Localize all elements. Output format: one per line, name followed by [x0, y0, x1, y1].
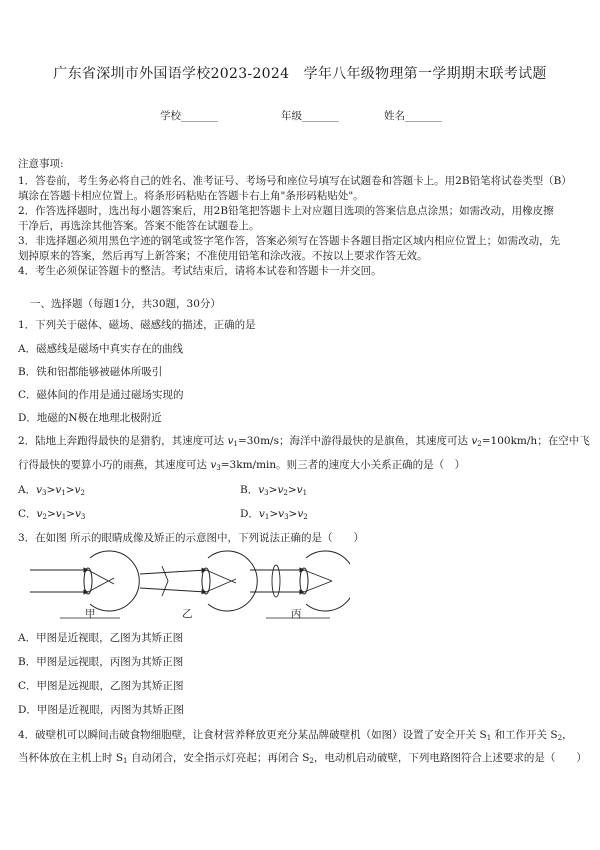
question-3-stem: 3．在如图 所示的眼睛成像及矫正的示意图中，下列说法正确的是（ ） [18, 532, 365, 544]
figure-label-jia: 甲 [85, 608, 96, 620]
eye-figure-yi [140, 551, 257, 611]
notice-line: 填涂在答题卡相应位置上。将条形码粘贴在答题卡右上角"条形码粘贴处"。 [18, 190, 364, 202]
figure-label-yi: 乙 [182, 608, 193, 620]
name-field: 姓名_______ [384, 110, 442, 122]
question-2-option-c: C．$v_2>v_1>v_3$ [18, 508, 86, 521]
question-2-option-a: A．$v_3>v_1>v_2$ [18, 484, 85, 497]
notice-line: 划掉原来的答案，然后再写上新答案；不准使用铅笔和涂改液。不按以上要求作答无效。 [18, 250, 428, 262]
question-2-line-2: 行得最快的要算小巧的雨燕，其速度可达 $v_3=3km/\min$。则三者的速度大小关系正确的是（ ） [18, 459, 466, 472]
question-4-line-2: 当杯体放在主机上时 $S_1$ 自动闭合，安全指示灯亮起；再闭合 $S_2$，电动机启动破壁，下列电路图符合上述要求的是（ ） [18, 752, 587, 765]
notice-line: 3．非选择题必须用黑色字迹的钢笔或签字笔作答，答案必须写在答题卡各题目指定区域内相应位置上；如需改动，先 [18, 235, 561, 247]
question-4-line-1: 4．破壁机可以瞬间击破食物细胞壁，让食材营养释放更充分某品牌破壁机（如图）设置了安全开关 $S_1$ 和工作开关 $S_2$， [18, 729, 573, 742]
question-3-option-c: C．甲图是远视眼，乙图为其矫正图 [18, 680, 184, 692]
question-1-option-a: A．磁感线是磁场中真实存在的曲线 [18, 343, 184, 355]
question-1-option-c: C．磁体间的作用是通过磁场实现的 [18, 389, 184, 401]
question-1-option-d: D．地磁的N极在地理北极附近 [18, 412, 162, 424]
notice-heading: 注意事项: [18, 158, 64, 170]
question-1-stem: 1．下列关于磁体、磁场、磁感线的描述，正确的是 [18, 319, 256, 331]
question-2-option-b: B．$v_3>v_2>v_1$ [240, 484, 308, 497]
section-heading: 一、选择题（每题1分，共30题，30分） [30, 298, 221, 310]
question-3-option-d: D．甲图是近视眼，丙图为其矫正图 [18, 704, 184, 716]
question-3-option-b: B．甲图是远视眼，丙图为其矫正图 [18, 656, 184, 668]
notice-line: 4．考生必须保证答题卡的整洁。考试结束后，请将本试卷和答题卡一并交回。 [18, 265, 382, 277]
question-3-option-a: A．甲图是近视眼，乙图为其矫正图 [18, 632, 184, 644]
grade-field: 年级_______ [281, 110, 339, 122]
notice-line: 2．作答选择题时，选出每小题答案后，用2B铅笔把答题卡上对应题目选项的答案信息点涂黑；如需改动，用橡皮擦 [18, 205, 554, 217]
notice-line: 干净后，再选涂其他答案。答案不能答在试题卷上。 [18, 220, 260, 232]
figure-label-bing: 丙 [291, 608, 302, 620]
question-2-option-d: D．$v_1>v_3>v_2$ [240, 508, 308, 521]
page-title: 广东省深圳市外国语学校2023-2024 学年八年级物理第一学期期末联考试题 [53, 66, 547, 82]
question-2-line-1: 2．陆地上奔跑得最快的是猎豹，其速度可达 $v_1=30m/s$；海洋中游得最快的是旗鱼，其速度可达 $v_2=100km/h$；在空中飞 [18, 435, 590, 448]
question-1-option-b: B．铁和铝都能够被磁体所吸引 [18, 366, 163, 378]
notice-line: 1．答卷前，考生务必将自己的姓名、准考证号、考场号和座位号填写在试题卷和答题卡上。用2B铅笔将试卷类型（B） [18, 175, 572, 187]
school-field: 学校_______ [160, 110, 218, 122]
